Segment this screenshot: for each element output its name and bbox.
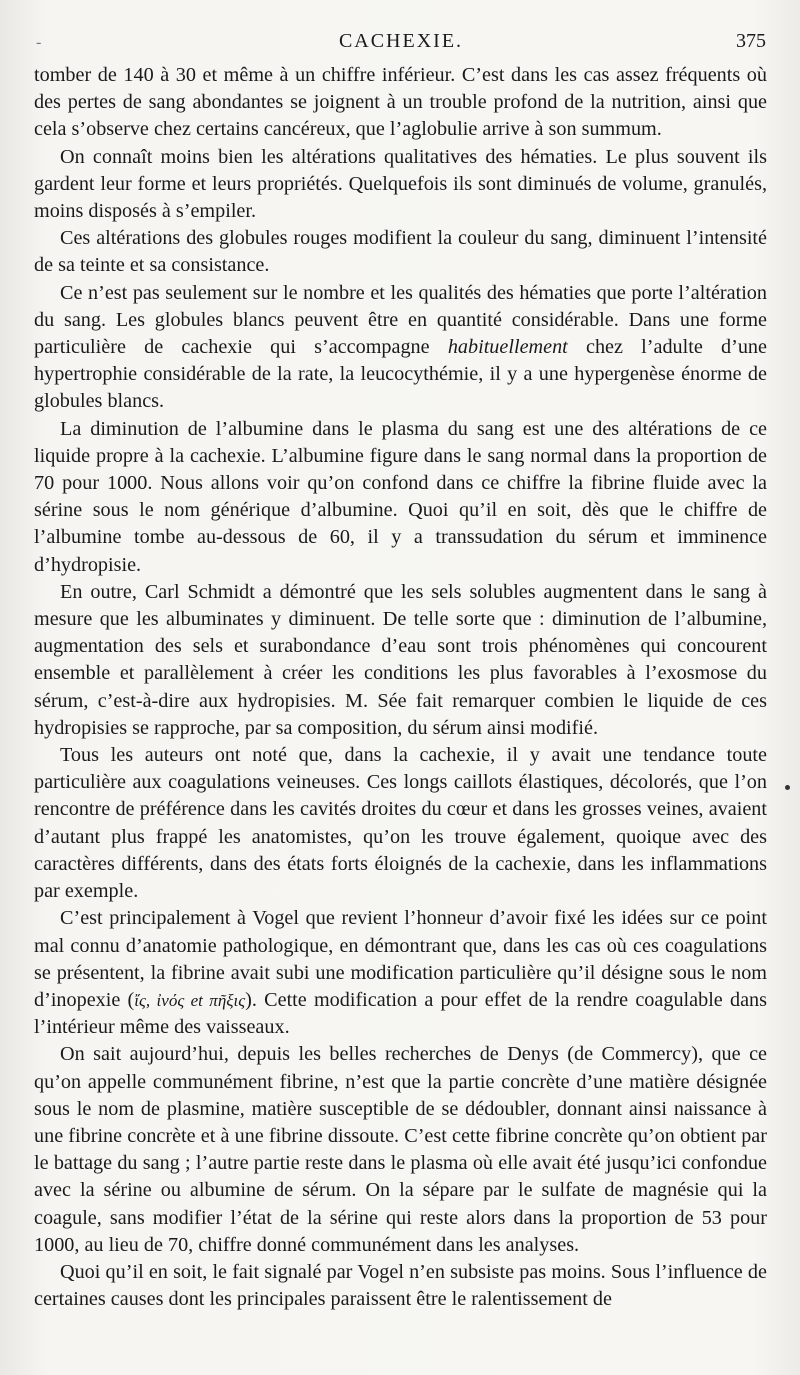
paragraph-5: La diminution de l’albumine dans le plasma du sang est une des altérations de ce liquide propre à la cachexie. L’albumine figure dans le sang normal dans la proportion de 70 pour 1000. Nous allons voir qu’on confond dans ce chiffre la fibrine fluide avec la sérine sous le nom générique d’albumine. Quoi qu’il en soit, dès que le chiffre de l’albumine tombe au-dessous de 60, il y a transsudation du sérum et imminence d’hydropisie. bbox=[34, 417, 767, 576]
emphasis-habituellement: habituellement bbox=[447, 336, 568, 359]
paragraph-6: En outre, Carl Schmidt a démontré que les sels solubles augmentent dans le sang à mesure que les albuminates y diminuent. De telle sorte que : diminution de l’albumine, augmentation des sels et surabondance d’eau sont trois phénomènes qui concourent ensemble et parallèlement à créer les conditions les plus favorables à l’exosmose du sérum, c’est-à-dire aux hydropisies. M. Sée fait remarquer combien le liquide de ces hydropisies se rapproche, par sa composition, du sérum ainsi modifié. bbox=[34, 580, 767, 739]
margin-dot bbox=[785, 785, 790, 790]
paragraph-10: Quoi qu’il en soit, le fait signalé par Vogel n’en subsiste pas moins. Sous l’influence de certaines causes dont les principales paraissent être le ralentissement de bbox=[34, 1260, 767, 1311]
paragraph-4-start: Ce n’est pas seulement sur le nombre et les qualités des hématies que porte l’altération du sang. Les globules blancs peuvent être en quantité considérable. Dans une forme particulière de cachexie qui s’accompagne bbox=[34, 281, 767, 359]
paragraph-8-start: C’est principalement à Vogel que revient l’honneur d’avoir fixé les idées sur ce point mal connu d’anatomie pathologique, en démontrant que, dans les cas où ces coagulations se présentent, la fibrine avait subi une modification particulière qu’il désigne sous le nom d’inopexie ( bbox=[34, 907, 767, 1011]
paragraph-4-end: chez l’adulte d’une hypertrophie considérable de la rate, la leucocythémie, il y a une hypergenèse énorme de globules blancs. bbox=[34, 336, 767, 413]
paragraph-2: On connaît moins bien les altérations qualitatives des hématies. Le plus souvent ils gardent leur forme et leurs propriétés. Quelquefois ils sont diminués de volume, granulés, moins disposés à s’empiler. bbox=[34, 145, 767, 223]
paragraph-8 bbox=[34, 905, 767, 1041]
paragraph-9: On sait aujourd’hui, depuis les belles recherches de Denys (de Commercy), que ce qu’on appelle communément fibrine, n’est que la partie concrète d’une matière désignée sous le nom de plasmine, matière susceptible de se dédoubler, donnant ainsi naissance à une fibrine concrète et à une fibrine dissoute. C’est cette fibrine concrète qu’on obtient par le battage du sang ; l’autre partie reste dans le plasma où elle avait été jusqu’ici confondue avec la sérine ou albumine de sérum. On la sépare par le sulfate de magnésie qui la coagule, sans modifier l’état de la sérine qui reste alors dans la proportion de 53 pour 1000, au lieu de 70, chiffre donné communément dans les analyses. bbox=[34, 1043, 767, 1256]
greek-etymology: ἴς, ἰνός et πῆξις bbox=[134, 990, 246, 1010]
paragraph-8-end: ). Cette modification a pour effet de la rendre coagulable dans l’intérieur même des vaisseaux. bbox=[34, 988, 767, 1039]
paragraph-4 bbox=[34, 280, 767, 416]
paragraph-7: Tous les auteurs ont noté que, dans la cachexie, il y avait une tendance toute particulière aux coagulations veineuses. Ces longs caillots élastiques, décolorés, que l’on rencontre de préférence dans les cavités droites du cœur et dans les grosses veines, avaient d’autant plus frappé les anatomistes, qu’on les trouve également, quoique avec des caractères différents, dans des états forts éloignés de la cachexie, dans les inflammations par exemple. bbox=[34, 744, 767, 903]
page-number: 375 bbox=[736, 30, 766, 52]
body-text bbox=[34, 62, 767, 1313]
header-mark: - bbox=[36, 34, 42, 51]
running-header bbox=[36, 28, 766, 54]
paragraph-3: Ces altérations des globules rouges modifient la couleur du sang, diminuent l’intensité de sa teinte et sa consistance. bbox=[34, 227, 767, 277]
running-title: CACHEXIE. bbox=[338, 30, 464, 52]
paragraph-1: tomber de 140 à 30 et même à un chiffre inférieur. C’est dans les cas assez fréquents où des pertes de sang abondantes se joignent à un trouble profond de la nutrition, ainsi que cela s’observe chez certains cancéreux, que l’aglobulie arrive à son summum. bbox=[34, 64, 767, 141]
